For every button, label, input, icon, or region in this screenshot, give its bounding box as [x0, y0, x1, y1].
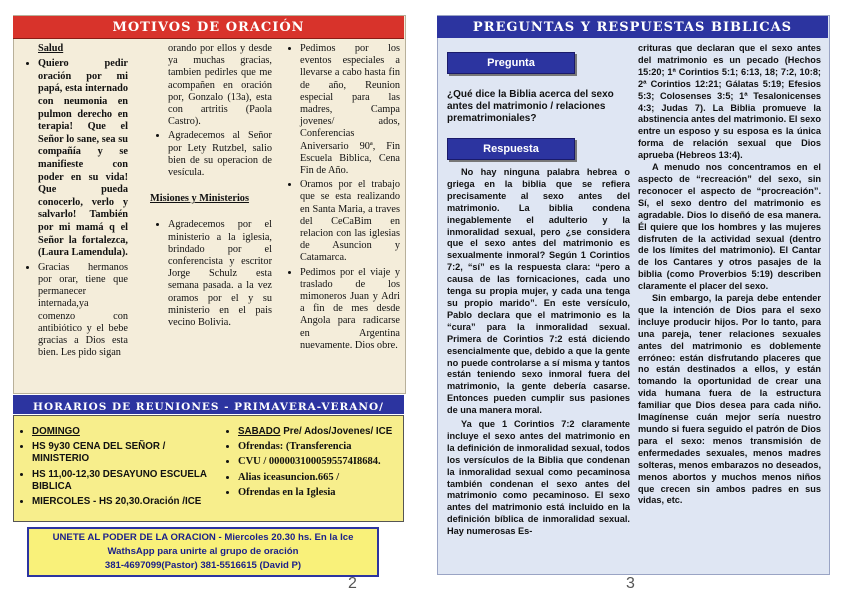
schedule-banner [13, 395, 404, 414]
schedule-box [13, 415, 404, 522]
schedule-left [18, 426, 218, 511]
prayer-col-2 [150, 43, 272, 331]
list-item: • HS 9y30 CENA DEL SEÑOR / MINISTERIO [32, 441, 218, 465]
answer-paragraph: crituras que declaran que el sexo antes del matrimonio es un pecado (Hechos 15:20; 1ª Corintios 5:1; 6:13, 18; 7:2, 10:8; 2ª Corintios 12:21; Gálatas 5:19; Efesios 5:3; Colosenses 3:5; 1ª Tesalonicenses 4:3; Judas 7). La Biblia promueve la abstinencia antes del matrimonio. El sexo entre un esposo y su esposa es la única forma de relación sexual que Dios aprueba (Hebreos 13:4). [638, 43, 821, 161]
list-item: • Pedimos por el viaje y traslado de los mimoneros Juan y Adri a fin de mes desde Angola para radicarse en Argentina nuevamente. Dios obre. [300, 267, 400, 352]
list-item: • Gracias hermanos por orar, tiene que permanecer internada,ya comenzo con antibiótico y el bebe gracias a Dios esta bien. Les pido sigan [38, 262, 128, 360]
list-item: • Pedimos por los eventos especiales a llevarse a cabo hasta fin de año, Reunion especial para las madres, Campa jovenes/ ados, Conferencias Aniversario 90ª, Fin Escuela Biblica, Cena Fin de Año. [300, 43, 400, 177]
answer-paragraph: A menudo nos concentramos en el aspecto de “recreación” del sexo, sin reconocer el aspecto de “procreación”. Sí, el sexo dentro del matrimonio es agradable. Dios lo diseñó de esa manera. Él quiere que los hombres y las mujeres disfruten de la actividad sexual (dentro de los límites del matrimonio). El Cantar de los Cantares y otros pasajes de la biblia (como Proverbios 5:19) describen claramente el placer del sexo. [638, 162, 821, 292]
prayer-col-1 [20, 43, 128, 361]
question-text: ¿Qué dice la Biblia acerca del sexo antes del matrimonio / relaciones prematrimoniales? [447, 89, 614, 124]
page-number-left: 2 [348, 575, 357, 592]
page-number-right: 3 [626, 575, 635, 592]
prayer-col-3 [282, 43, 400, 354]
salud-heading: Salud [38, 43, 64, 54]
salud-list [20, 58, 128, 359]
schedule-left-list [18, 426, 218, 508]
list-item: • HS 11,00-12,30 DESAYUNO ESCUELA BIBLICA [32, 469, 218, 493]
col2-intro: orando por ellos y desde ya muchas gracias, tambien pedirles que me acompañen en oración por, Gonzalo (13a), esta con artritis (Paola Castro). [168, 43, 272, 128]
schedule-right-list [224, 426, 399, 499]
list-item: • MIERCOLES - HS 20,30.Oración /ICE [32, 496, 218, 508]
col2-list-1 [150, 130, 272, 179]
unete-box [27, 527, 379, 577]
answer-paragraph: Ya que 1 Corintios 7:2 claramente incluye el sexo antes del matrimonio en la definición de inmoralidad sexual, todos los versículos de la Biblia que condenan la inmoralidad sexual como pecaminosa también condenan el sexo antes del matrimonio como pecaminoso. El sexo antes del matrimonio está incluido en la definición bíblica de inmoralidad sexual. Hay numerosas Es- [447, 419, 630, 537]
list-item: • Oramos por el trabajo que se esta realizando en Santa Maria, a traves del CeCaBim en relacion con las iglesias de Asuncion y Catamarca. [300, 179, 400, 264]
col3-list [282, 43, 400, 352]
unete-line-3: 381-4697099(Pastor) 381-5516615 (David P) [104, 560, 302, 571]
question-tag: Pregunta [447, 52, 575, 74]
list-item: • Agradecemos al Señor por Lety Rutzbel, salio bien de su operacion de vesícula. [168, 130, 272, 179]
missions-heading: Misiones y Ministerios [150, 193, 249, 205]
answer-tag: Respuesta [447, 138, 575, 160]
answer-paragraph: No hay ninguna palabra hebrea o griega en la biblia que se refiera precisamente al sexo antes del matrimonio. La biblia condena inegablemente el adulterio y la inmoralidad sexual, pero ¿se considera que el sexo antes del matrimonio es sexualmente inmoral? Según 1 Corintios 7:2, “sí” es la respuesta clara: “pero a causa de las fornicaciones, cada uno tenga su propia mujer, y cada una tenga su propio marido”. En este versículo, Pablo declara que el matrimonio es la “cura” para la inmoralidad sexual. Primera de Corintios 7:2 está diciendo esencialmente que, debido a que la gente no puede controlarse a sí misma y tantos están teniendo sexo inmoral fuera del matrimonio, la gente debería casarse. Entonces pueden cumplir sus pasiones de una manera moral. [447, 167, 630, 416]
prayer-banner [13, 16, 404, 39]
col2-list-2 [150, 219, 272, 329]
answer-paragraph: Sin embargo, la pareja debe entender que la intención de Dios para el sexo incluye producir hijos. Por lo tanto, para una pareja, tener relaciones sexuales antes del matrimonio es doblemente erróneo: están disfrutando placeres que no están destinados a ellos, y están tomando la oportunidad de crear una vida humana fuera de la estructura familiar que Dios desea para cada niño. Imagínense cuán mejor sería nuestro mundo si fuera seguido el patrón de Dios para el sexo: menos transmisión de enfermedades sexuales, menos madres solteras, menos embarazos no deseados, menos abortos y muchos menos niños que crecen sin ambos padres en sus vidas, etc. [638, 293, 821, 506]
qa-banner [437, 16, 828, 38]
unete-line-1: UNETE AL PODER DE LA ORACION - Miercoles 20.30 hs. En la Ice [52, 532, 354, 543]
answer-col-2 [638, 43, 821, 507]
answer-col-1 [447, 167, 630, 538]
list-item: • DOMINGO [32, 426, 218, 438]
list-item: • Ofrendas en la Iglesia [238, 487, 399, 499]
list-item: • Ofrendas: (Transferencia [238, 441, 399, 453]
unete-line-2: WathsApp para unirte al grupo de oración [107, 546, 299, 557]
schedule-right [224, 426, 399, 502]
list-item: • CVU / 0000031000595574I8684. [238, 456, 399, 468]
list-item: • SABADO Pre/ Ados/Jovenes/ ICE [238, 426, 399, 438]
qa-title: PREGUNTAS Y RESPUESTAS BIBLICAS [472, 20, 793, 35]
schedule-title: HORARIOS DE REUNIONES - PRIMAVERA-VERANO/ [33, 401, 384, 413]
list-item: • Alias iceasuncion.665 / [238, 472, 399, 484]
prayer-title: MOTIVOS DE ORACIÓN [112, 20, 305, 35]
list-item: • Quiero pedir oración por mi papá, esta internado con neumonia en pulmon derecho en terapia! Que el Señor lo sane, sea su compañía y se manifieste con poder en su vida! Que pueda conocerlo, verlo y salvarlo! También por mi mamá q el Señor la fortalezca, (Laura Lamendula). [38, 58, 128, 260]
list-item: • Agradecemos por el ministerio a la iglesia, brindado por el conferencista y escritor Jorge Schulz esta semana pasada. a la vez oramos por el y su ministerio en el pais vecino Bolivia. [168, 219, 272, 329]
